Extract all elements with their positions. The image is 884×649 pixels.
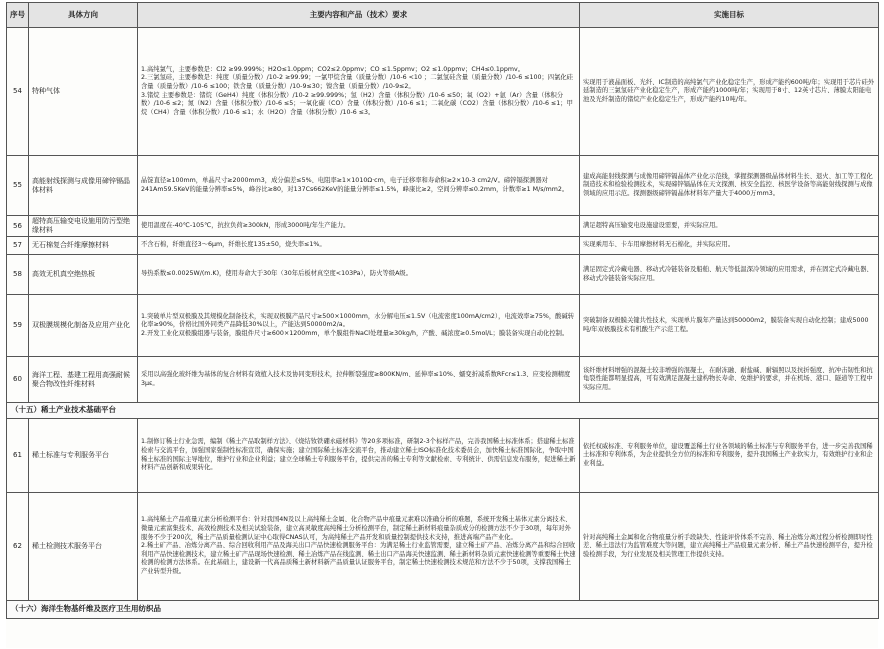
row-goal: 突破制备双极膜关键共性技术，实现单片膜年产量达到50000m2，膜装备实现自动化控制；建成5000吨/年双极膜技术有机酸生产示范工程。 (580, 295, 879, 357)
content-paragraph: 采用以高强化玻纤维为基体的复合材料有效植入技术及协同变形技术，拉伸断裂强度≥800KN/m、延伸率≤10%、蠕变折减系数RFcr≤1.3、应变检测精度3με。 (141, 370, 571, 387)
content-paragraph: 3.锗烷 主要参数是：锗烷（GeH4）纯度（体积分数）/10-2 ≥99.999%；氢（H2）含量（体积分数）/10-6 ≤50；氧（O2）+氩（Ar）含量（体积分数）/10-6 ≤2；氮（N2）含量（体积分数）/10-6 ≤5；一氧化碳（CO）含量（体积分数）/10-6 ≤1；二氧化碳（CO2）含量（体积分数）/10-6 ≤1；甲烷（CH4）含量（体积分数）/10-6 ≤1；水（H2O）含量（体积分数）/10-6 ≤3。 (141, 91, 573, 116)
row-content (138, 216, 580, 237)
row-content (138, 28, 580, 156)
row-number: 58 (7, 255, 29, 295)
row-content (138, 295, 580, 357)
row-number: 62 (7, 493, 29, 601)
header-direction: 具体方向 (29, 3, 138, 28)
row-content (138, 156, 580, 216)
row-content (138, 419, 580, 493)
content-paragraph: 1.突破单片型双极膜及其规模化制备技术，实现双极膜产品尺寸≥500×1000mm，水分解电压≤1.5V（电流密度100mA/cm2），电流效率≥75%，酸碱转化率≥90%，价格比国外同类产品降低30%以上，产能达到50000m2/a。 (141, 312, 575, 329)
content-paragraph: 2.开发工业化双极膜组器与装备，膜组件尺寸≥600×1200mm，单个膜组件NaCl处理量≥30kg/h，产酸、碱浓度≥0.5mol/L；膜装备实现自动化控制。 (141, 329, 569, 337)
table-body (7, 28, 879, 619)
table-row (7, 28, 879, 156)
content-paragraph: 不含石棉，纤维直径3～6μm，纤维长度135±50，烧失率≤1%。 (141, 241, 326, 249)
table-header-row (7, 3, 879, 28)
row-direction: 高能射线探测与成像用碲锌镉晶体材料 (29, 156, 138, 216)
row-direction: 超特高压输变电设施用防污型绝缘材料 (29, 216, 138, 237)
row-direction: 特种气体 (29, 28, 138, 156)
table-row (7, 493, 879, 601)
row-direction: 双极膜规模化制备及应用产业化 (29, 295, 138, 357)
category-row (7, 601, 879, 619)
row-goal: 依托权威标准、专利服务单位，建设覆盖稀土行业各领域的稀土标准与专利服务平台，进一步完善我国稀土标准和专利体系，为企业提供全方位的标准和专利服务，提升我国稀土产业软实力，有效维护行业和企业利益。 (580, 419, 879, 493)
content-paragraph: 2.稀土矿产品、冶炼分离产品、综合回收利用产品及海关出口产品快速检测服务平台：为满足稀土行业监管需要，建立稀土矿产品、冶炼分离产品和综合回收利用产品快速检测技术，建立稀土矿产品现场快速检测、稀土冶炼产品在线监测、稀土出口产品海关快速监测、稀土新材料杂质元素快速检测等重要稀土快速检测的检测方法体系。在此基础上，建设新一代高品质稀土新材料新产品质量认证服务平台，制定稀土快速检测技术规范和方法不少于50项，支撑我国稀土产业转型升级。 (141, 542, 576, 575)
row-number: 56 (7, 216, 29, 237)
document-page (6, 2, 878, 648)
row-direction: 海洋工程、基建工程用高强耐候聚合物改性纤维材料 (29, 357, 138, 403)
category-title: （十五）稀土产业技术基础平台 (7, 403, 879, 419)
category-title: （十六）海洋生物基纤维及医疗卫生用纺织品 (7, 601, 879, 619)
content-paragraph: 晶锭直径≥100mm，单晶尺寸≥2000mm3，成分偏差≤5%、电阻率≥1×1010Ω·cm，电子迁移率和寿命积≥2×10-3 cm2/V。碲锌镉探测器对241Am59.5KeV的能量分辨率≤5%，峰谷比≥80，对137Cs662KeV的能量分辨率≤1.5%，峰康比≥2，空间分辨率≤0.2mm，计数率≥1 M/s/mm2。 (141, 176, 569, 193)
table-row (7, 295, 879, 357)
table-row (7, 216, 879, 237)
row-goal: 实现乘用车、卡车用摩擦材料无石棉化，并实际应用。 (580, 237, 879, 255)
table-row (7, 357, 879, 403)
row-direction: 稀土检测技术服务平台 (29, 493, 138, 601)
table-row (7, 419, 879, 493)
row-number: 59 (7, 295, 29, 357)
row-number: 55 (7, 156, 29, 216)
row-content (138, 237, 580, 255)
row-goal: 针对高纯稀土金属和化合物痕量分析手段缺失、性能评价体系不完善、稀土冶炼分离过程分析检测即时性差、稀土违法行为监管难度大等问题，建立高纯稀土产品痕量元素分析、稀土产品快速检测平台，提升检验检测手段，为行业发展及相关管理工作提供支持。 (580, 493, 879, 601)
content-paragraph: 2.三氯氢硅，主要参数是：纯度（质量分数）/10-2 ≥99.99；一氯甲烷含量（质量分数）/10-6 <10 ；二氯氢硅含量（质量分数）/10-6 ≤100；四氯化硅含量（质量分数）/10-6 ≤100；铁含量（质量分数）/10-9≤30；镍含量（质量分数）/10-9≤2。 (141, 74, 573, 90)
content-paragraph: 使用温度在-40℃-105℃，抗拉负荷≥300kN，形成3000吨/年生产能力。 (141, 221, 350, 229)
content-paragraph: 导热系数≤0.0025W/(m.K)，使用寿命大于30年（30年后板材真空度<103Pa），防火等级A级。 (141, 270, 412, 278)
content-paragraph: 1.高纯稀土产品痕量元素分析检测平台：针对我国4N及以上高纯稀土金属、化合物产品中痕量元素难以准确分析的难题，系统开发稀土基体元素分离技术、微量元素富集技术、高效检测技术及相关试验装备，建立高灵敏度高纯稀土分析检测平台，制定稀土新材料痕量杂质成分的检测方法不少于30项，每年对外服务不少于200次，稀土产品质量检测认证中心取得CNAS认可，为高纯稀土产品开发和质量控制提供技术支持，推进高端产品产业化。 (141, 516, 572, 541)
row-content (138, 493, 580, 601)
table-row (7, 156, 879, 216)
category-row (7, 403, 879, 419)
row-number: 57 (7, 237, 29, 255)
row-direction: 稀土标准与专利服务平台 (29, 419, 138, 493)
header-content: 主要内容和产品（技术）要求 (138, 3, 580, 28)
header-goal: 实施目标 (580, 3, 879, 28)
row-goal: 满足超特高压输变电设施建设需要，并实际应用。 (580, 216, 879, 237)
row-number: 60 (7, 357, 29, 403)
row-goal: 该纤维材料增强的混凝土较非增强的混凝土，在耐冻融、耐盐碱、耐辐照以及抗折强度、抗冲击韧性和抗龟裂性能都明显提高，可有效满足混凝土建构物长寿命、免维护的要求，并在机场、港口、隧道等工程中实际应用。 (580, 357, 879, 403)
row-number: 61 (7, 419, 29, 493)
row-direction: 高效无机真空绝热板 (29, 255, 138, 295)
header-no: 序号 (7, 3, 29, 28)
project-table (6, 2, 879, 619)
row-goal: 满足固定式冷藏电器、移动式冷链装备及船舶、航天等低温深冷领域的应用需求，并在固定式冷藏电器、移动式冷链装备实际应用。 (580, 255, 879, 295)
row-goal: 建成高能射线探测与成像用碲锌镉晶体产业化示范线，掌握探测器级晶体材料生长、退火、加工等工程化制造技术和检验检测技术，实现碲锌镉晶体在天文探测、核安全监控、核医学设备等高能射线探测与成像领域的应用示范。探测器级碲锌镉晶体材料年产量大于4000万mm3。 (580, 156, 879, 216)
table-row (7, 237, 879, 255)
row-number: 54 (7, 28, 29, 156)
row-goal: 实现用于液晶面板、光纤、IC制造的高纯氯气产业化稳定生产，形成产能约600吨/年；实现用于芯片硅外延制造的三氯氢硅产业化稳定生产，形成产能约1000吨/年；实现用于8寸、12英寸芯片、薄膜太阳能电池及光纤制造的锗烷产业化稳定生产，形成产能约10吨/年。 (580, 28, 879, 156)
content-paragraph: 1.高纯氯气，主要参数是：Cl2 ≥99.999%；H2O≤1.0ppm；CO2≤2.0ppmv；CO ≤1.5ppmv；O2 ≤1.0ppmv；CH4≤0.1ppmv。 (141, 65, 525, 73)
row-direction: 无石棉复合纤维摩擦材料 (29, 237, 138, 255)
table-row (7, 255, 879, 295)
row-content (138, 255, 580, 295)
row-content (138, 357, 580, 403)
content-paragraph: 1.制修订稀土行业急需，编制《稀土产品取制样方法》、《烧结钕铁硼永磁材料》等20多项标准，研制2-3个标样产品，完善我国稀土标准体系；搭建稀土标准检索与交流平台，加强国家强制性标准宣贯，确保实施；建立国际稀土标准交流平台，推动建立稀土ISO标准化技术委员会，加快稀土标准国际化，争取中国稀土标准的国际主导地位，维护行业和企业利益；建立全球稀土专利服务平台，提供完善的稀土专利等文献检索、专利统计、供需信息发布服务，促进稀土新材料产品创新和成果转化。 (141, 438, 576, 472)
